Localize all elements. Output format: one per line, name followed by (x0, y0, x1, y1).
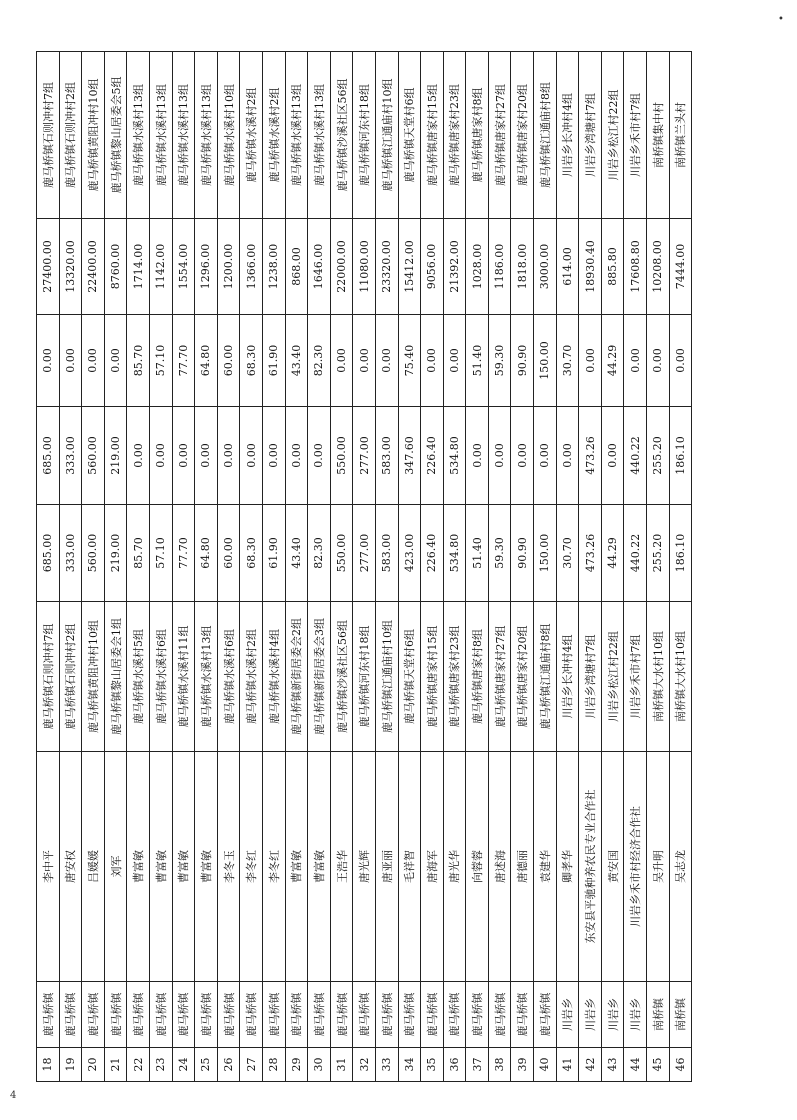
cell-amount: 885.80 (601, 219, 624, 315)
cell-town: 鹿马桥镇 (59, 982, 82, 1048)
cell-location-2: 鹿马桥镇江通庙村8组 (534, 52, 557, 219)
table-row (330, 52, 353, 1082)
cell-area-a: 440.22 (624, 407, 647, 505)
cell-amount: 11080.00 (353, 219, 376, 315)
cell-location: 鹿马桥镇江通庙村10组 (375, 602, 398, 752)
cell-name: 李冬红 (240, 752, 263, 982)
cell-area-b: 64.80 (195, 315, 218, 407)
cell-amount: 3000.00 (534, 219, 557, 315)
cell-seq: 20 (82, 1048, 105, 1082)
cell-amount: 13320.00 (59, 219, 82, 315)
table-row (195, 52, 218, 1082)
cell-name: 曹富敏 (285, 752, 308, 982)
cell-seq: 35 (421, 1048, 444, 1082)
cell-name: 吴志龙 (669, 752, 692, 982)
cell-location-2: 鹿马桥镇黄阻冲村10组 (82, 52, 105, 219)
cell-town: 鹿马桥镇 (262, 982, 285, 1048)
cell-area-b: 82.30 (308, 315, 331, 407)
cell-location-2: 鹿马桥镇石则冲村2组 (59, 52, 82, 219)
cell-amount: 17608.80 (624, 219, 647, 315)
cell-area-b: 60.00 (217, 315, 240, 407)
cell-location: 鹿马桥镇石则冲村2组 (59, 602, 82, 752)
cell-seq: 40 (534, 1048, 557, 1082)
cell-amount: 23320.00 (375, 219, 398, 315)
cell-name: 李中平 (37, 752, 60, 982)
cell-town: 川岩乡 (579, 982, 602, 1048)
cell-area-b: 44.29 (601, 315, 624, 407)
cell-town: 南桥镇 (669, 982, 692, 1048)
table-row (579, 52, 602, 1082)
cell-area-total: 44.29 (601, 505, 624, 602)
cell-area-b: 0.00 (421, 315, 444, 407)
cell-location: 鹿马桥镇水溪村2组 (240, 602, 263, 752)
table-row (534, 52, 557, 1082)
cell-location-2: 南桥镇集中村 (647, 52, 670, 219)
cell-area-total: 277.00 (353, 505, 376, 602)
cell-area-total: 82.30 (308, 505, 331, 602)
cell-location-2: 鹿马桥镇水溪村10组 (217, 52, 240, 219)
cell-name: 向蓉蓉 (466, 752, 489, 982)
cell-amount: 22000.00 (330, 219, 353, 315)
cell-area-b: 0.00 (37, 315, 60, 407)
cell-seq: 43 (601, 1048, 624, 1082)
cell-location-2: 南桥镇兰头村 (669, 52, 692, 219)
cell-seq: 38 (488, 1048, 511, 1082)
cell-area-total: 61.90 (262, 505, 285, 602)
cell-name: 卿孝华 (556, 752, 579, 982)
cell-location-2: 鹿马桥镇水溪村13组 (195, 52, 218, 219)
cell-area-a: 0.00 (172, 407, 195, 505)
cell-location-2: 鹿马桥镇唐家村8组 (466, 52, 489, 219)
cell-area-b: 75.40 (398, 315, 421, 407)
cell-amount: 1028.00 (466, 219, 489, 315)
cell-area-b: 57.10 (149, 315, 172, 407)
cell-seq: 23 (149, 1048, 172, 1082)
cell-amount: 1142.00 (149, 219, 172, 315)
corner-mark: • (778, 14, 784, 25)
cell-town: 鹿马桥镇 (443, 982, 466, 1048)
cell-location: 鹿马桥镇石则冲村7组 (37, 602, 60, 752)
cell-area-a: 219.00 (104, 407, 127, 505)
cell-location: 鹿马桥镇水溪村11组 (172, 602, 195, 752)
cell-seq: 27 (240, 1048, 263, 1082)
cell-seq: 31 (330, 1048, 353, 1082)
cell-location-2: 鹿马桥镇唐家村15组 (421, 52, 444, 219)
cell-area-total: 43.40 (285, 505, 308, 602)
cell-area-total: 186.10 (669, 505, 692, 602)
cell-area-b: 85.70 (127, 315, 150, 407)
table-row (398, 52, 421, 1082)
cell-location: 鹿马桥镇天堂村6组 (398, 602, 421, 752)
cell-amount: 1238.00 (262, 219, 285, 315)
cell-area-b: 59.30 (488, 315, 511, 407)
cell-area-a: 0.00 (466, 407, 489, 505)
cell-amount: 1646.00 (308, 219, 331, 315)
cell-area-b: 77.70 (172, 315, 195, 407)
cell-location-2: 鹿马桥镇唐家村27组 (488, 52, 511, 219)
cell-area-a: 685.00 (37, 407, 60, 505)
cell-area-total: 51.40 (466, 505, 489, 602)
cell-area-a: 0.00 (601, 407, 624, 505)
cell-amount: 18930.40 (579, 219, 602, 315)
cell-amount: 15412.00 (398, 219, 421, 315)
cell-area-total: 560.00 (82, 505, 105, 602)
cell-location: 鹿马桥镇水溪村13组 (195, 602, 218, 752)
cell-amount: 1818.00 (511, 219, 534, 315)
cell-location: 鹿马桥镇新街居委会3组 (308, 602, 331, 752)
cell-area-b: 61.90 (262, 315, 285, 407)
cell-seq: 41 (556, 1048, 579, 1082)
cell-location-2: 鹿马桥镇水溪村13组 (149, 52, 172, 219)
cell-seq: 22 (127, 1048, 150, 1082)
cell-area-b: 0.00 (579, 315, 602, 407)
cell-area-total: 333.00 (59, 505, 82, 602)
table-row (466, 52, 489, 1082)
cell-area-b: 43.40 (285, 315, 308, 407)
cell-area-a: 0.00 (534, 407, 557, 505)
cell-location-2: 鹿马桥镇水溪村13组 (172, 52, 195, 219)
cell-area-b: 0.00 (104, 315, 127, 407)
cell-amount: 8760.00 (104, 219, 127, 315)
cell-name: 唐安权 (59, 752, 82, 982)
cell-town: 鹿马桥镇 (398, 982, 421, 1048)
cell-location-2: 川岩乡长冲村4组 (556, 52, 579, 219)
cell-town: 鹿马桥镇 (488, 982, 511, 1048)
cell-name: 吴升明 (647, 752, 670, 982)
cell-area-a: 0.00 (556, 407, 579, 505)
cell-location-2: 鹿马桥镇唐家村20组 (511, 52, 534, 219)
cell-area-total: 583.00 (375, 505, 398, 602)
cell-town: 鹿马桥镇 (149, 982, 172, 1048)
cell-area-a: 0.00 (285, 407, 308, 505)
cell-location: 鹿马桥镇河东村18组 (353, 602, 376, 752)
cell-name: 李冬玉 (217, 752, 240, 982)
cell-town: 川岩乡 (624, 982, 647, 1048)
table-row (127, 52, 150, 1082)
cell-area-total: 85.70 (127, 505, 150, 602)
cell-name: 曹富敏 (195, 752, 218, 982)
cell-location-2: 川岩乡禾市村7组 (624, 52, 647, 219)
cell-location: 鹿马桥镇唐家村20组 (511, 602, 534, 752)
cell-location: 鹿马桥镇黄阻冲村10组 (82, 602, 105, 752)
cell-location: 鹿马桥镇唐家村8组 (466, 602, 489, 752)
cell-amount: 1186.00 (488, 219, 511, 315)
cell-town: 鹿马桥镇 (375, 982, 398, 1048)
rotated-page (36, 52, 776, 1082)
cell-area-total: 60.00 (217, 505, 240, 602)
table-row (262, 52, 285, 1082)
cell-area-b: 68.30 (240, 315, 263, 407)
cell-area-a: 0.00 (240, 407, 263, 505)
cell-seq: 26 (217, 1048, 240, 1082)
cell-name: 刘军 (104, 752, 127, 982)
cell-area-b: 0.00 (82, 315, 105, 407)
cell-amount: 1554.00 (172, 219, 195, 315)
cell-amount: 10208.00 (647, 219, 670, 315)
cell-area-total: 473.26 (579, 505, 602, 602)
page-mark: 4 (10, 1090, 17, 1101)
cell-location: 南桥镇大水村10组 (669, 602, 692, 752)
cell-town: 鹿马桥镇 (240, 982, 263, 1048)
cell-area-a: 0.00 (511, 407, 534, 505)
table-row (601, 52, 624, 1082)
cell-amount: 27400.00 (37, 219, 60, 315)
cell-amount: 22400.00 (82, 219, 105, 315)
cell-seq: 36 (443, 1048, 466, 1082)
cell-town: 鹿马桥镇 (172, 982, 195, 1048)
table-row (511, 52, 534, 1082)
cell-area-total: 64.80 (195, 505, 218, 602)
cell-area-b: 0.00 (353, 315, 376, 407)
table-row (240, 52, 263, 1082)
cell-amount: 1366.00 (240, 219, 263, 315)
cell-area-total: 59.30 (488, 505, 511, 602)
cell-location-2: 鹿马桥镇石则冲村7组 (37, 52, 60, 219)
cell-amount: 9056.00 (421, 219, 444, 315)
cell-town: 鹿马桥镇 (308, 982, 331, 1048)
cell-town: 鹿马桥镇 (330, 982, 353, 1048)
cell-area-a: 583.00 (375, 407, 398, 505)
cell-area-total: 150.00 (534, 505, 557, 602)
cell-town: 鹿马桥镇 (195, 982, 218, 1048)
cell-amount: 1714.00 (127, 219, 150, 315)
cell-area-a: 226.40 (421, 407, 444, 505)
cell-area-a: 534.80 (443, 407, 466, 505)
cell-area-a: 550.00 (330, 407, 353, 505)
cell-amount: 21392.00 (443, 219, 466, 315)
cell-area-b: 0.00 (669, 315, 692, 407)
cell-location-2: 川岩乡松江村22组 (601, 52, 624, 219)
cell-seq: 33 (375, 1048, 398, 1082)
cell-location: 鹿马桥镇水溪村6组 (217, 602, 240, 752)
cell-town: 南桥镇 (647, 982, 670, 1048)
cell-area-a: 0.00 (127, 407, 150, 505)
cell-area-a: 560.00 (82, 407, 105, 505)
cell-location: 鹿马桥镇水溪村4组 (262, 602, 285, 752)
cell-seq: 34 (398, 1048, 421, 1082)
cell-name: 唐德丽 (511, 752, 534, 982)
table-row (104, 52, 127, 1082)
cell-area-a: 347.60 (398, 407, 421, 505)
cell-area-a: 0.00 (195, 407, 218, 505)
cell-seq: 46 (669, 1048, 692, 1082)
cell-seq: 28 (262, 1048, 285, 1082)
cell-name: 唐光辉 (353, 752, 376, 982)
cell-area-total: 30.70 (556, 505, 579, 602)
cell-location-2: 鹿马桥镇水溪村13组 (308, 52, 331, 219)
cell-location-2: 鹿马桥镇水溪村13组 (127, 52, 150, 219)
cell-name: 东安县平驰种养农民专业合作社 (579, 752, 602, 982)
cell-amount: 1200.00 (217, 219, 240, 315)
table-row (669, 52, 692, 1082)
table-row (624, 52, 647, 1082)
table-row (37, 52, 60, 1082)
cell-seq: 18 (37, 1048, 60, 1082)
cell-area-b: 0.00 (330, 315, 353, 407)
cell-town: 鹿马桥镇 (353, 982, 376, 1048)
table-row (172, 52, 195, 1082)
cell-location-2: 鹿马桥镇江通庙村10组 (375, 52, 398, 219)
cell-area-b: 30.70 (556, 315, 579, 407)
cell-area-total: 77.70 (172, 505, 195, 602)
cell-name: 曹富敏 (308, 752, 331, 982)
cell-area-total: 440.22 (624, 505, 647, 602)
cell-seq: 30 (308, 1048, 331, 1082)
cell-seq: 32 (353, 1048, 376, 1082)
subsidy-table (36, 51, 692, 1082)
cell-town: 鹿马桥镇 (511, 982, 534, 1048)
cell-location-2: 鹿马桥镇水溪村2组 (240, 52, 263, 219)
cell-location-2: 鹿马桥镇水溪村13组 (285, 52, 308, 219)
cell-location: 鹿马桥镇唐家村27组 (488, 602, 511, 752)
cell-name: 唐亚丽 (375, 752, 398, 982)
cell-name: 黄安国 (601, 752, 624, 982)
cell-area-b: 150.00 (534, 315, 557, 407)
cell-area-b: 51.40 (466, 315, 489, 407)
cell-name: 李冬红 (262, 752, 285, 982)
cell-area-total: 68.30 (240, 505, 263, 602)
cell-location-2: 鹿马桥镇河东村18组 (353, 52, 376, 219)
cell-amount: 614.00 (556, 219, 579, 315)
cell-seq: 21 (104, 1048, 127, 1082)
cell-town: 鹿马桥镇 (466, 982, 489, 1048)
table-row (82, 52, 105, 1082)
cell-name: 唐海军 (421, 752, 444, 982)
cell-location: 鹿马桥镇水溪村6组 (149, 602, 172, 752)
table-row (149, 52, 172, 1082)
cell-seq: 37 (466, 1048, 489, 1082)
cell-area-b: 0.00 (59, 315, 82, 407)
cell-area-a: 0.00 (488, 407, 511, 505)
cell-name: 川岩乡禾市村经济合作社 (624, 752, 647, 982)
cell-area-b: 90.90 (511, 315, 534, 407)
cell-location: 鹿马桥镇唐家村23组 (443, 602, 466, 752)
cell-location: 川岩乡长冲村4组 (556, 602, 579, 752)
table-row (443, 52, 466, 1082)
cell-amount: 7444.00 (669, 219, 692, 315)
cell-location: 鹿马桥镇新街居委会2组 (285, 602, 308, 752)
cell-town: 川岩乡 (601, 982, 624, 1048)
table-row (353, 52, 376, 1082)
table-row (488, 52, 511, 1082)
cell-area-b: 0.00 (375, 315, 398, 407)
cell-town: 鹿马桥镇 (37, 982, 60, 1048)
cell-area-a: 0.00 (217, 407, 240, 505)
cell-town: 鹿马桥镇 (82, 982, 105, 1048)
cell-seq: 24 (172, 1048, 195, 1082)
cell-name: 吕媛媛 (82, 752, 105, 982)
cell-location-2: 鹿马桥镇水溪村2组 (262, 52, 285, 219)
cell-town: 川岩乡 (556, 982, 579, 1048)
table-row (217, 52, 240, 1082)
cell-seq: 29 (285, 1048, 308, 1082)
cell-name: 王浩华 (330, 752, 353, 982)
cell-area-total: 226.40 (421, 505, 444, 602)
cell-town: 鹿马桥镇 (534, 982, 557, 1048)
cell-area-total: 550.00 (330, 505, 353, 602)
cell-area-b: 0.00 (443, 315, 466, 407)
table-row (59, 52, 82, 1082)
cell-location: 鹿马桥镇江通庙村8组 (534, 602, 557, 752)
cell-town: 鹿马桥镇 (127, 982, 150, 1048)
cell-seq: 42 (579, 1048, 602, 1082)
cell-location: 川岩乡松江村22组 (601, 602, 624, 752)
cell-area-total: 423.00 (398, 505, 421, 602)
cell-area-total: 685.00 (37, 505, 60, 602)
cell-name: 曹富敏 (172, 752, 195, 982)
cell-location: 鹿马桥镇黎山居委会1组 (104, 602, 127, 752)
cell-location: 川岩乡禾市村7组 (624, 602, 647, 752)
cell-area-b: 0.00 (624, 315, 647, 407)
cell-area-a: 186.10 (669, 407, 692, 505)
cell-seq: 45 (647, 1048, 670, 1082)
cell-area-total: 90.90 (511, 505, 534, 602)
cell-location: 鹿马桥镇沙溪社区56组 (330, 602, 353, 752)
cell-name: 曹富敏 (127, 752, 150, 982)
table-row (375, 52, 398, 1082)
cell-area-a: 277.00 (353, 407, 376, 505)
cell-area-total: 255.20 (647, 505, 670, 602)
cell-location: 鹿马桥镇唐家村15组 (421, 602, 444, 752)
cell-location: 南桥镇大水村10组 (647, 602, 670, 752)
cell-town: 鹿马桥镇 (104, 982, 127, 1048)
cell-area-a: 255.20 (647, 407, 670, 505)
table-row (647, 52, 670, 1082)
cell-name: 袁建华 (534, 752, 557, 982)
cell-location-2: 鹿马桥镇唐家村23组 (443, 52, 466, 219)
cell-area-a: 0.00 (308, 407, 331, 505)
cell-amount: 868.00 (285, 219, 308, 315)
cell-town: 鹿马桥镇 (217, 982, 240, 1048)
cell-area-b: 0.00 (647, 315, 670, 407)
cell-name: 曹富敏 (149, 752, 172, 982)
cell-location-2: 鹿马桥镇沙溪社区56组 (330, 52, 353, 219)
cell-location: 川岩乡湾塘村7组 (579, 602, 602, 752)
cell-area-a: 473.26 (579, 407, 602, 505)
table-row (556, 52, 579, 1082)
cell-area-total: 534.80 (443, 505, 466, 602)
cell-town: 鹿马桥镇 (421, 982, 444, 1048)
table-row (308, 52, 331, 1082)
cell-name: 唐述海 (488, 752, 511, 982)
cell-town: 鹿马桥镇 (285, 982, 308, 1048)
cell-location: 鹿马桥镇水溪村5组 (127, 602, 150, 752)
cell-seq: 39 (511, 1048, 534, 1082)
cell-seq: 25 (195, 1048, 218, 1082)
table-row (285, 52, 308, 1082)
cell-area-a: 333.00 (59, 407, 82, 505)
cell-location-2: 鹿马桥镇天堂村6组 (398, 52, 421, 219)
table-row (421, 52, 444, 1082)
cell-seq: 19 (59, 1048, 82, 1082)
cell-name: 毛祥智 (398, 752, 421, 982)
cell-name: 唐光华 (443, 752, 466, 982)
cell-area-total: 219.00 (104, 505, 127, 602)
cell-area-a: 0.00 (262, 407, 285, 505)
cell-location-2: 鹿马桥镇黎山居委会5组 (104, 52, 127, 219)
cell-location-2: 川岩乡湾塘村7组 (579, 52, 602, 219)
cell-area-a: 0.00 (149, 407, 172, 505)
cell-amount: 1296.00 (195, 219, 218, 315)
cell-area-total: 57.10 (149, 505, 172, 602)
cell-seq: 44 (624, 1048, 647, 1082)
